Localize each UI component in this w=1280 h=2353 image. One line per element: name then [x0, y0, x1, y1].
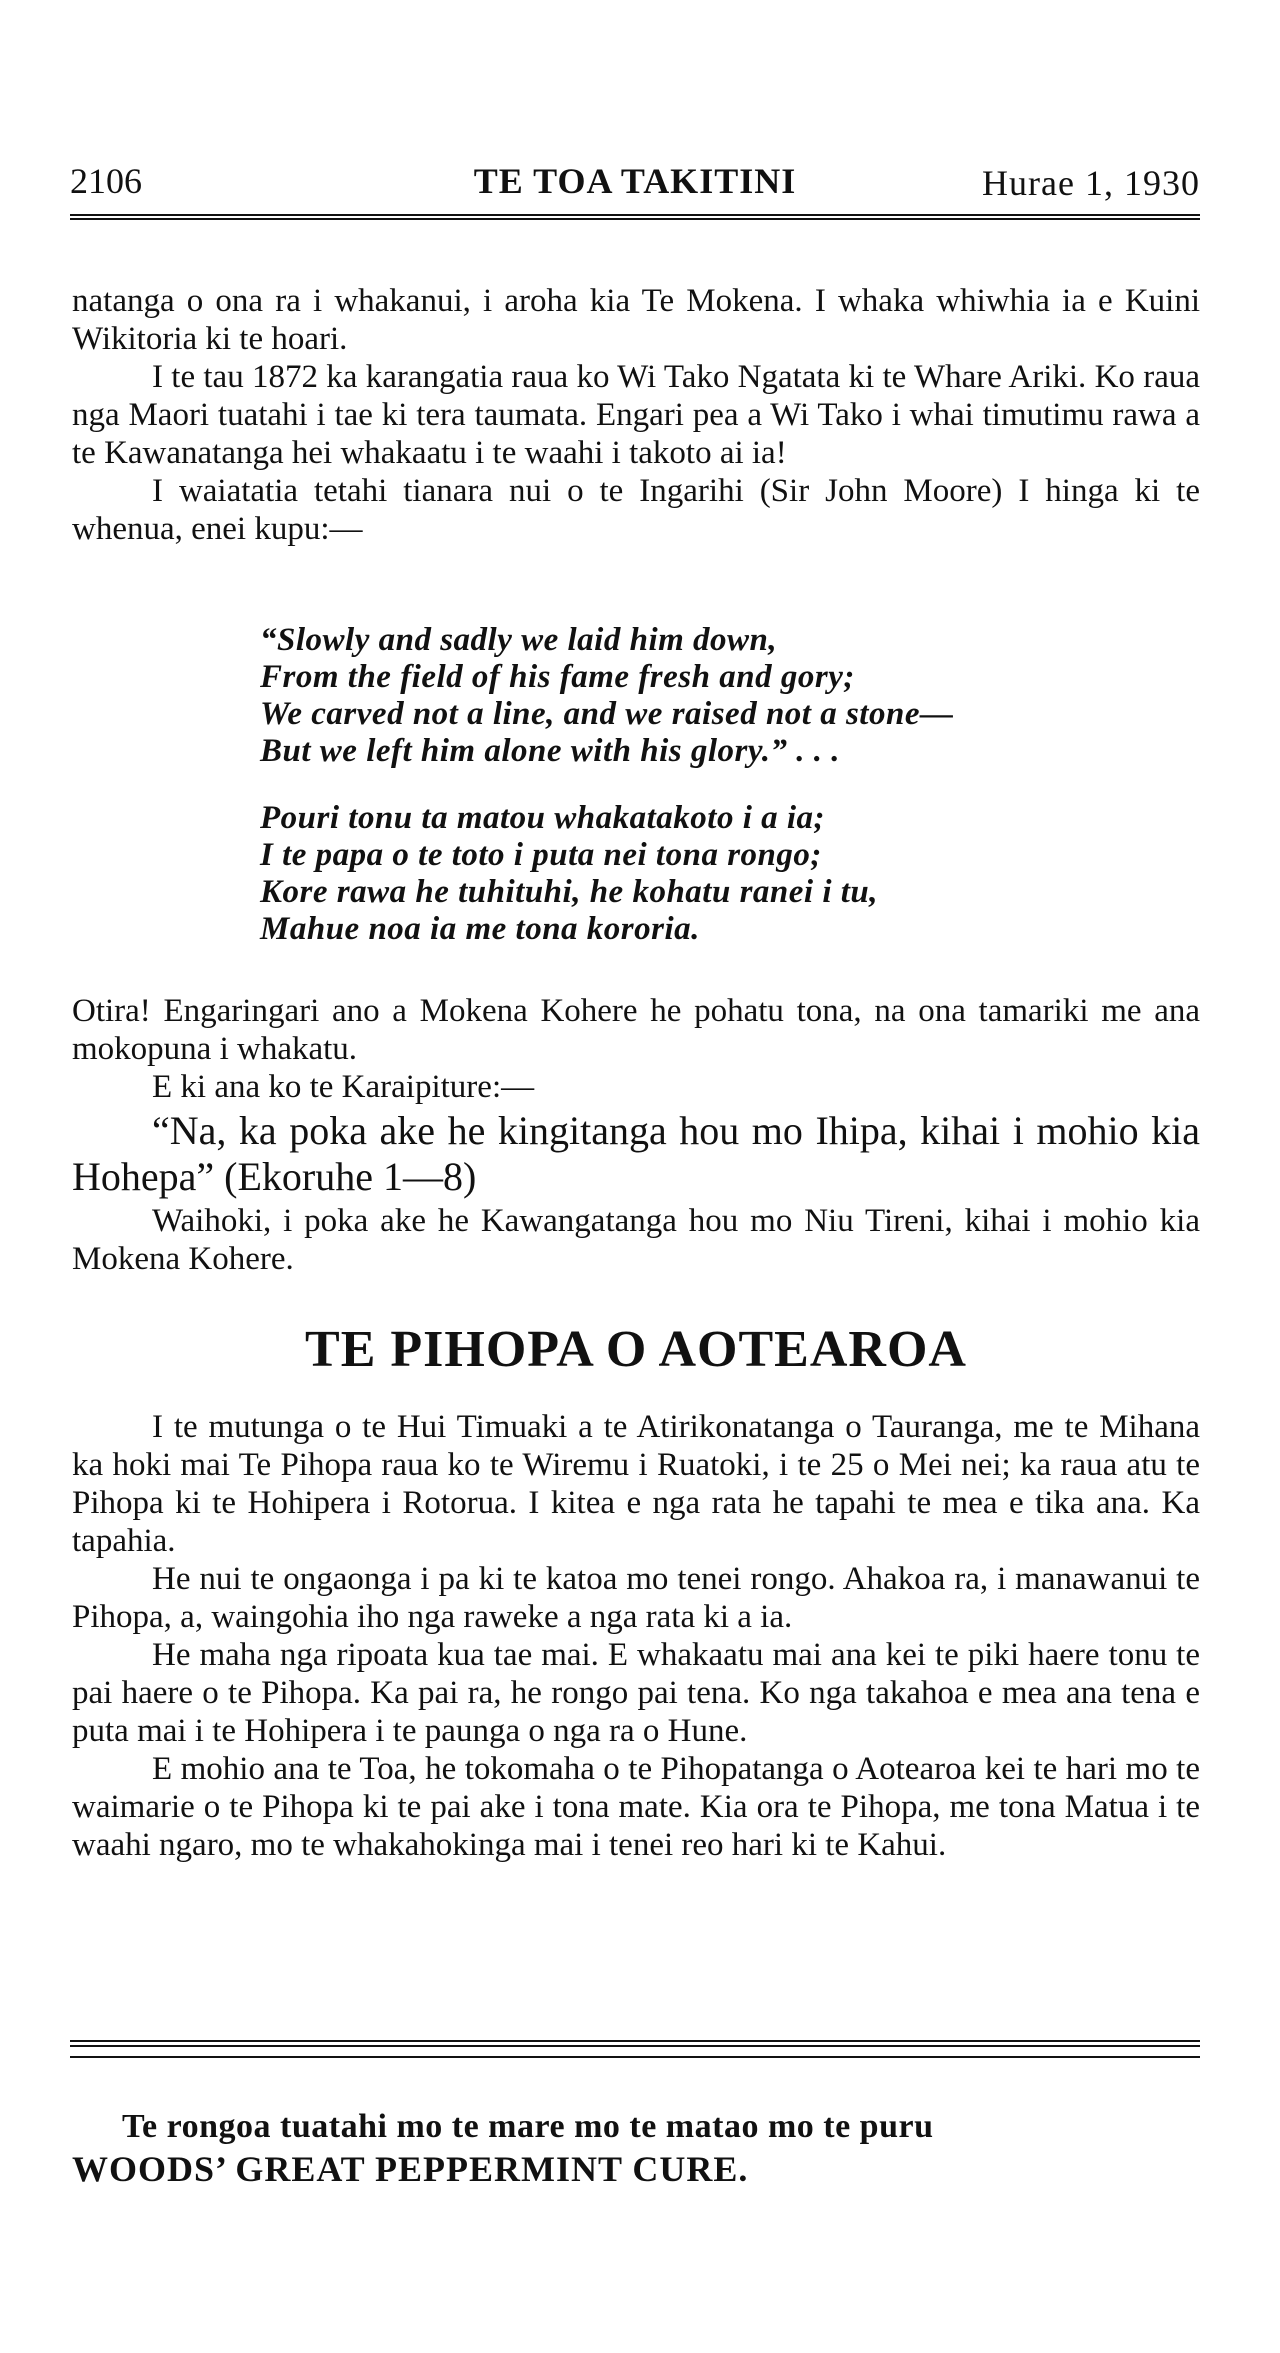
- paragraph: Waihoki, i poka ake he Kawangatanga hou mo Niu Tireni, kihai i mohio kia Mokena Kohere.: [72, 1203, 1200, 1277]
- paragraph: Otira! Engaringari ano a Mokena Kohere he pohatu tona, na ona tamariki me ana mokopuna i whakatu.: [72, 993, 1200, 1067]
- issue-date: Hurae 1, 1930: [982, 163, 1200, 203]
- paragraph: E ki ana ko te Karaipiture:—: [152, 1069, 535, 1105]
- poem-line: “Slowly and sadly we laid him down,: [260, 622, 778, 658]
- poem-line: Pouri tonu ta matou whakatakoto i a ia;: [260, 800, 826, 836]
- section-te-pihopa: [72, 1320, 1200, 1379]
- poem-line: I te papa o te toto i puta nei tona rongo;: [260, 837, 822, 873]
- paragraph: I waiatatia tetahi tianara nui o te Ingarihi (Sir John Moore) I hinga ki te whenua, enei kupu:—: [72, 473, 1200, 547]
- paragraph: natanga o ona ra i whakanui, i aroha kia Te Mokena. I whaka whiwhia ia e Kuini Wikitoria ki te hoari.: [72, 283, 1200, 357]
- paragraph: He nui te ongaonga i pa ki te katoa mo tenei rongo. Ahakoa ra, i manawanui te Pihopa, a, waingohia iho nga raweke a nga rata ki a ia.: [72, 1561, 1200, 1635]
- article-middle: [72, 992, 1200, 1278]
- poem-maori: [72, 800, 1200, 948]
- paragraph: I te tau 1872 ka karangatia raua ko Wi Tako Ngatata ki te Whare Ariki. Ko raua nga Maori tuatahi i tae ki tera taumata. Engari pea a Wi Tako i whai timutimu rawa a te Kawanatanga hei whakaatu i te waahi i takoto ai ia!: [72, 359, 1200, 471]
- poem-line: We carved not a line, and we raised not a stone—: [260, 696, 954, 732]
- footer-rule: [70, 2056, 1200, 2060]
- poem-english: [72, 622, 1200, 770]
- advertisement-product: WOODS’ GREAT PEPPERMINT CURE.: [72, 2149, 749, 2189]
- article-continuation: [72, 282, 1200, 548]
- poem-line: From the field of his fame fresh and gory;: [260, 659, 855, 695]
- paragraph: I te mutunga o te Hui Timuaki a te Atirikonatanga o Tauranga, me te Mihana ka hoki mai Te Pihopa raua ko te Wiremu i Ruatoki, i te 25 o Mei nei; ka raua atu te Pihopa ki te Hohipera i Rotorua. I kitea e nga rata he tapahi te mea e tika ana. Ka tapahia.: [72, 1409, 1200, 1559]
- section-body: [72, 1408, 1200, 1864]
- page-number: 2106: [70, 161, 142, 201]
- scripture-quote: “Na, ka poka ake he kingitanga hou mo Ihipa, kihai i mohio kia Hohepa” (Ekoruhe 1—8): [72, 1108, 1200, 1199]
- publication-title: TE TOA TAKITINI: [473, 161, 797, 201]
- page-header: [70, 160, 1200, 210]
- poem-line: Kore rawa he tuhituhi, he kohatu ranei i tu,: [260, 874, 879, 910]
- paragraph: E mohio ana te Toa, he tokomaha o te Pihopatanga o Aotearoa kei te hari mo te waimarie o te Pihopa ki te pai ake i tona mate. Kia ora te Pihopa, me tona Matua i te waahi ngaro, mo te whakahokinga mai i tenei reo hari ki te Kahui.: [72, 1751, 1200, 1863]
- paragraph: He maha nga ripoata kua tae mai. E whakaatu mai ana kei te piki haere tonu te pai haere o te Pihopa. Ka pai ra, he rongo pai tena. Ko nga takahoa e mea ana tena e puta mai i te Hohipera i te paunga o nga ra o Hune.: [72, 1637, 1200, 1749]
- poem-line: Mahue noa ia me tona kororia.: [260, 911, 700, 947]
- section-title: TE PIHOPA O AOTEAROA: [305, 1321, 967, 1378]
- footer-rule: [70, 2040, 1200, 2047]
- header-rule: [70, 214, 1200, 220]
- poem-line: But we left him alone with his glory.” . . .: [260, 733, 841, 769]
- advertisement-line: Te rongoa tuatahi mo te mare mo te matao mo te puru: [122, 2108, 934, 2145]
